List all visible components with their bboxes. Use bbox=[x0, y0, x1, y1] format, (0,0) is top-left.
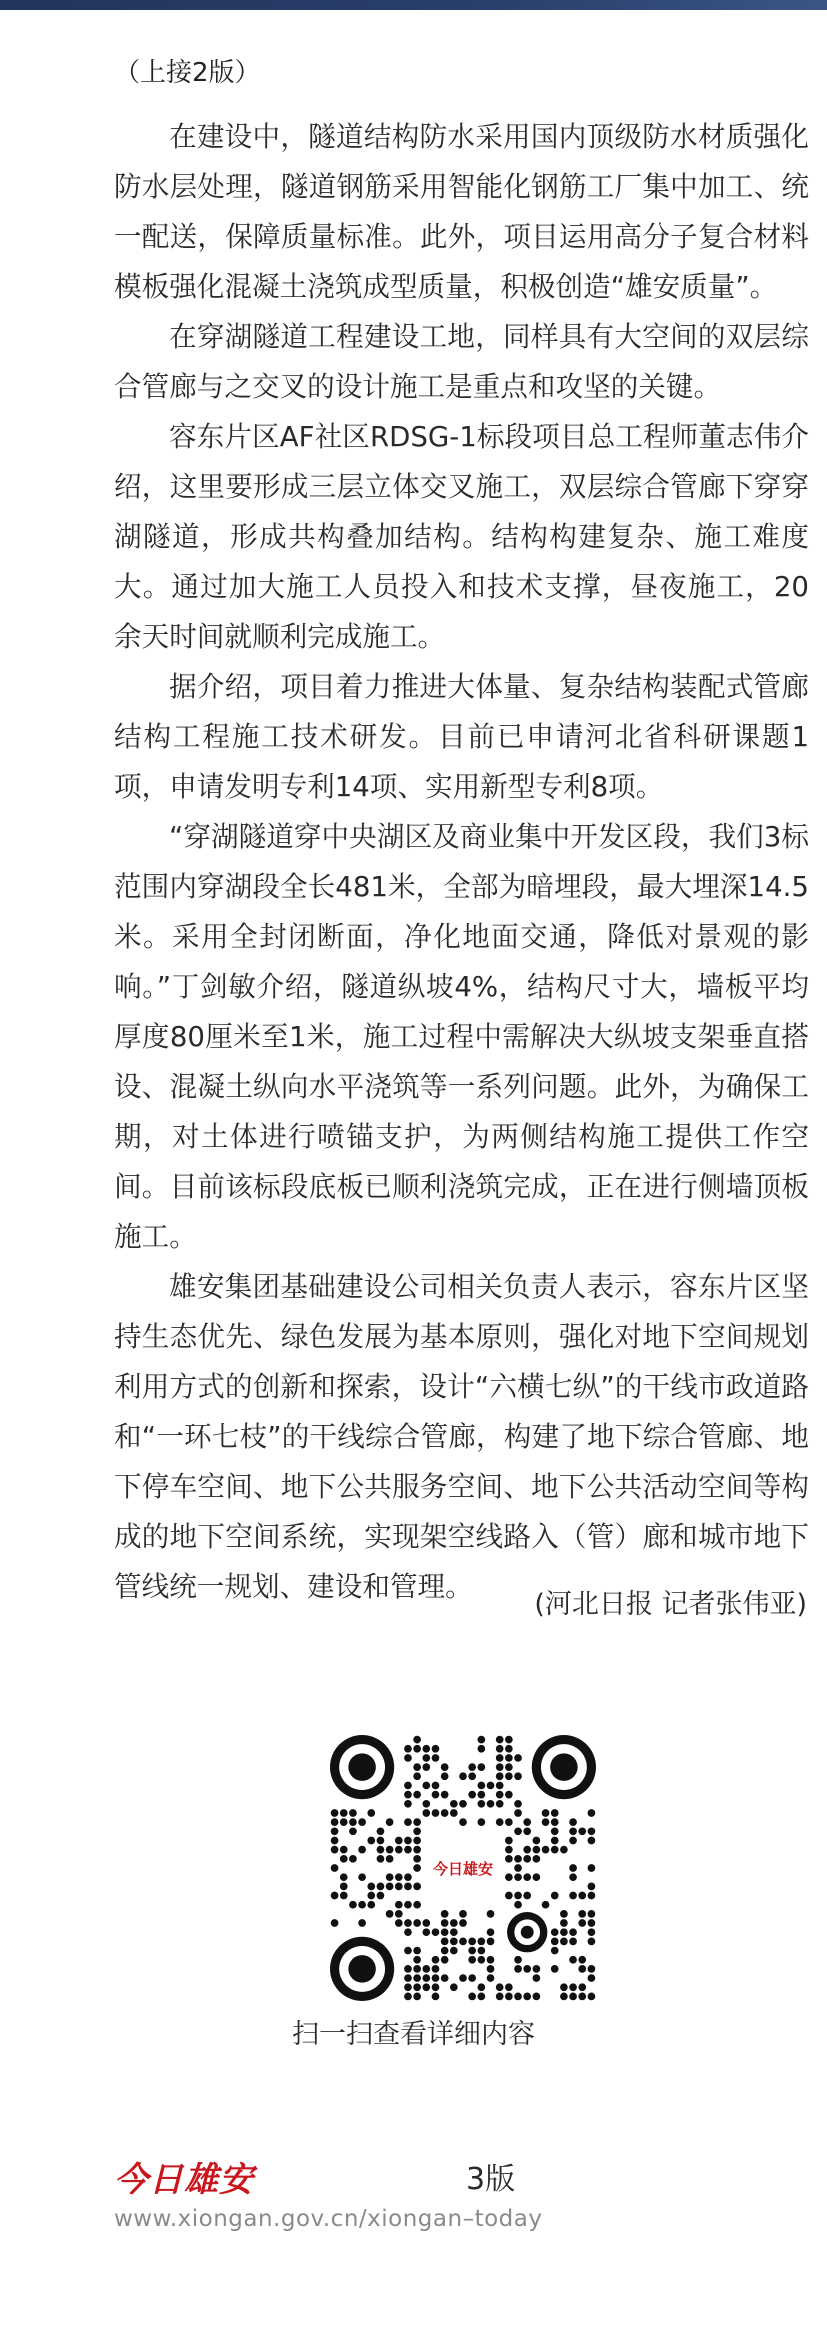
article-paragraph-1: 在建设中，隧道结构防水采用国内顶级防水材质强化防水层处理，隧道钢筋采用智能化钢筋工厂集中加工、统一配送，保障质量标准。此外，项目运用高分子复合材料模板强化混凝土浇筑成型质量，积极创造“雄安质量”。 bbox=[114, 120, 809, 303]
article-body bbox=[114, 112, 809, 1612]
qr-center-logo: 今日雄安 bbox=[430, 1835, 496, 1901]
footer-website-link[interactable]: www.xiongan.gov.cn/xiongan–today bbox=[114, 2206, 543, 2232]
article-paragraph-6: 雄安集团基础建设公司相关负责人表示，容东片区坚持生态优先、绿色发展为基本原则，强化对地下空间规划利用方式的创新和探索，设计“六横七纵”的干线市政道路和“一环七枝”的干线综合管廊，构建了地下综合管廊、地下停车空间、地下公共服务空间、地下公共活动空间等构成的地下空间系统，实现架空线路入（管）廊和城市地下管线统一规划、建设和管理。 bbox=[114, 1270, 809, 1603]
article-paragraph-4: 据介绍，项目着力推进大体量、复杂结构装配式管廊结构工程施工技术研发。目前已申请河北省科研课题1项，申请发明专利14项、实用新型专利8项。 bbox=[114, 670, 809, 803]
article-byline: (河北日报 记者张伟亚) bbox=[534, 1589, 807, 1620]
qr-caption: 扫一扫查看详细内容 bbox=[292, 2019, 535, 2050]
qr-code[interactable] bbox=[330, 1735, 596, 2001]
footer-brand-logo: 今日雄安 bbox=[114, 2160, 254, 2200]
footer-page-number: 3版 bbox=[466, 2162, 516, 2197]
article-paragraph-2: 在穿湖隧道工程建设工地，同样具有大空间的双层综合管廊与之交叉的设计施工是重点和攻坚的关键。 bbox=[114, 320, 809, 403]
article-paragraph-5: “穿湖隧道穿中央湖区及商业集中开发区段，我们3标范围内穿湖段全长481米，全部为暗埋段，最大埋深14.5米。采用全封闭断面，净化地面交通，降低对景观的影响。”丁剑敏介绍，隧道纵坡4%，结构尺寸大，墙板平均厚度80厘米至1米，施工过程中需解决大纵坡支架垂直搭设、混凝土纵向水平浇筑等一系列问题。此外，为确保工期，对土体进行喷锚支护，为两侧结构施工提供工作空间。目前该标段底板已顺利浇筑完成，正在进行侧墙顶板施工。 bbox=[114, 820, 809, 1253]
top-header-bar bbox=[0, 0, 827, 10]
article-paragraph-3: 容东片区AF社区RDSG-1标段项目总工程师董志伟介绍，这里要形成三层立体交叉施工，双层综合管廊下穿穿湖隧道，形成共构叠加结构。结构构建复杂、施工难度大。通过加大施工人员投入和技术支撑，昼夜施工，20余天时间就顺利完成施工。 bbox=[114, 420, 809, 653]
continued-from-note: （上接2版） bbox=[114, 58, 261, 88]
